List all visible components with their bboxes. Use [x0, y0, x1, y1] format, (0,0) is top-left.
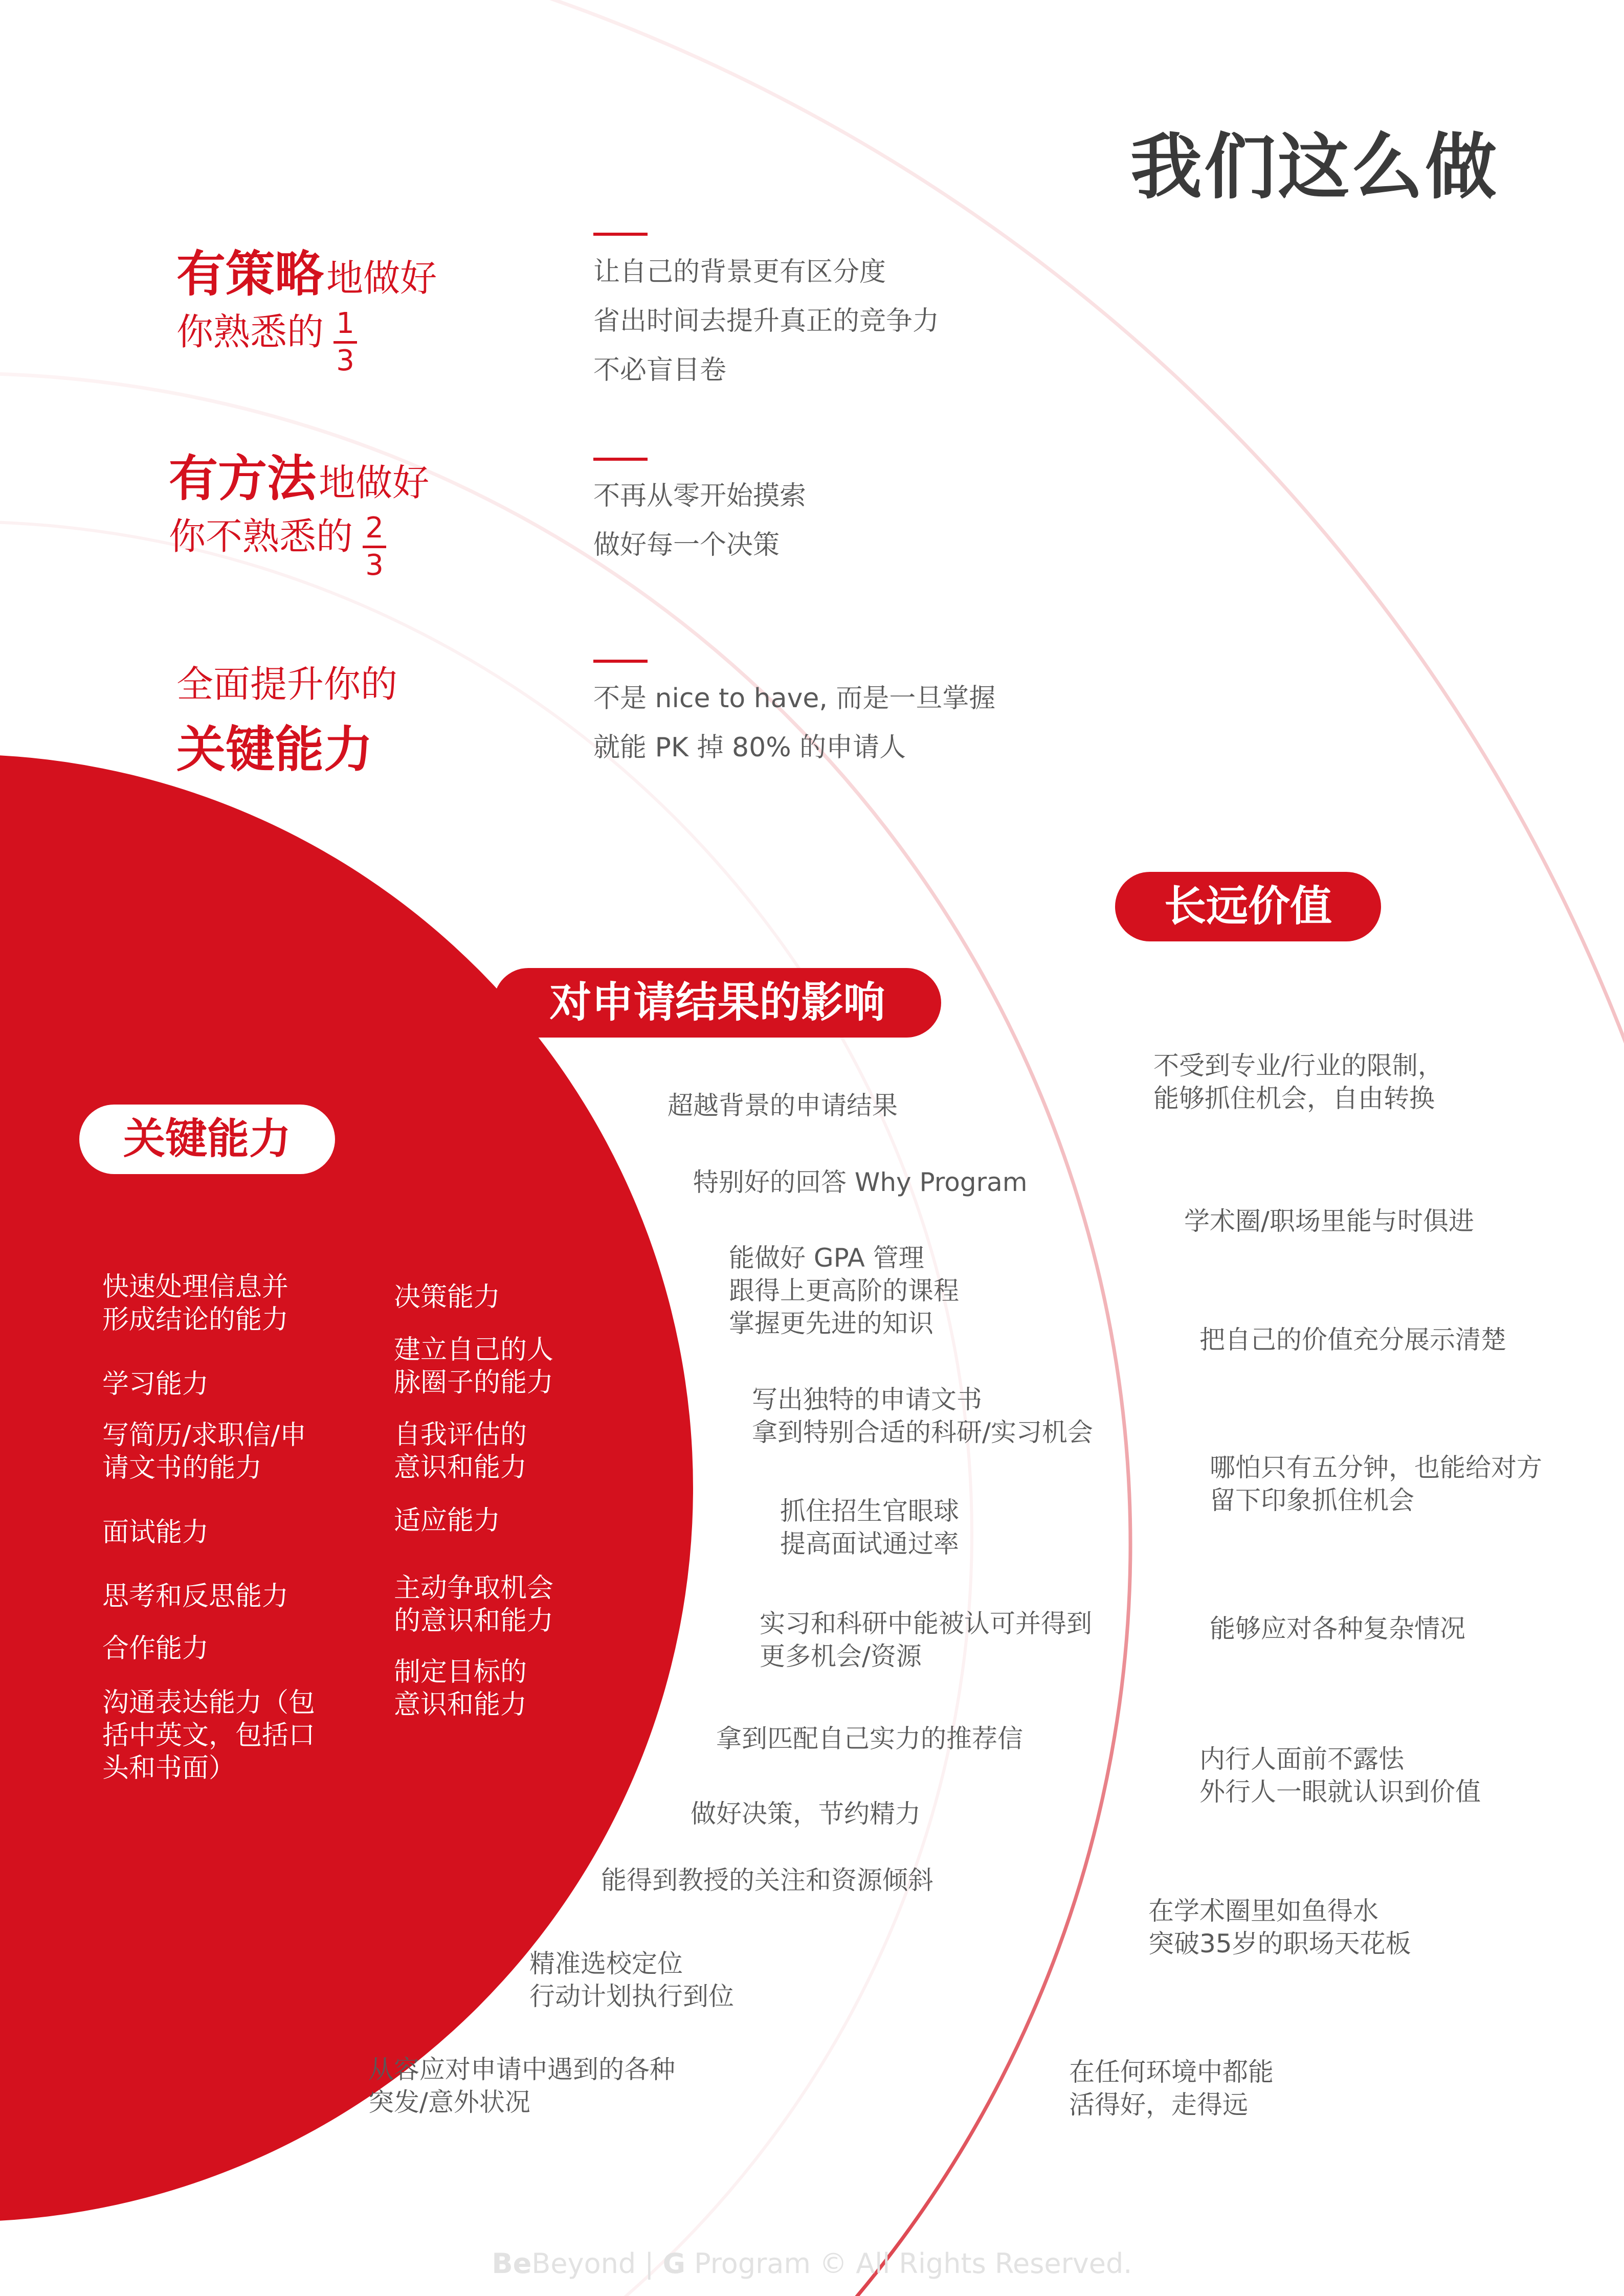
strategy-1-heading	[176, 235, 535, 375]
strategy-2-bold: 有方法	[169, 450, 316, 507]
impact-item-10: 从容应对申请中遇到的各种 突发/意外状况	[368, 2055, 675, 2117]
impact-item-8: 能得到教授的关注和资源倾斜	[601, 1865, 933, 1895]
footer-copyright: BeBeyond | G Program © All Rights Reserved.	[492, 2247, 1132, 2280]
impact-pill: 对申请结果的影响	[494, 968, 941, 1038]
strategy-3-desc: 不是 nice to have, 而是一旦掌握 就能 PK 掉 80% 的申请人	[593, 683, 996, 763]
long-term-value-pill: 长远价值	[1115, 872, 1381, 941]
impact-item-7: 做好决策，节约精力	[691, 1799, 921, 1829]
strategy-2-line2: 你不熟悉的	[169, 515, 353, 558]
strategy-2-desc: 不再从零开始摸索 做好每一个决策	[593, 481, 807, 560]
key-ability-right-2: 自我评估的 意识和能力	[394, 1420, 527, 1483]
key-ability-right-0: 决策能力	[394, 1282, 501, 1313]
strategy-1-dash	[593, 233, 648, 236]
long-term-item-5: 内行人面前不露怯 外行人一眼就认识到价值	[1199, 1744, 1481, 1807]
impact-item-1: 特别好的回答 Why Program	[693, 1167, 1028, 1197]
key-ability-left-1: 学习能力	[102, 1369, 209, 1400]
long-term-item-0: 不受到专业/行业的限制， 能够抓住机会，自由转换	[1153, 1051, 1443, 1113]
strategy-2-dash	[593, 458, 648, 461]
impact-item-0: 超越背景的申请结果	[668, 1091, 898, 1120]
long-term-item-4: 能够应对各种复杂情况	[1210, 1614, 1465, 1644]
strategy-3-dash	[593, 660, 648, 663]
impact-item-4: 抓住招生官眼球 提高面试通过率	[780, 1496, 959, 1559]
long-term-item-1: 学术圈/职场里能与时俱进	[1184, 1206, 1474, 1236]
key-ability-right-3: 适应能力	[394, 1505, 501, 1536]
strategy-3-heading	[176, 655, 535, 781]
strategy-3-line1: 全面提升你的	[176, 663, 398, 706]
long-term-item-2: 把自己的价值充分展示清楚	[1199, 1325, 1506, 1355]
impact-item-3: 写出独特的申请文书 拿到特别合适的科研/实习机会	[752, 1385, 1093, 1447]
long-term-item-6: 在学术圈里如鱼得水 突破35岁的职场天花板	[1148, 1896, 1411, 1959]
strategy-2-heading	[169, 440, 527, 580]
strategy-3-bold: 关键能力	[176, 721, 373, 778]
key-ability-left-5: 合作能力	[102, 1633, 209, 1664]
key-ability-left-2: 写简历/求职信/申 请文书的能力	[102, 1420, 307, 1483]
impact-item-5: 实习和科研中能被认可并得到 更多机会/资源	[760, 1609, 1092, 1671]
key-ability-pill: 关键能力	[79, 1105, 335, 1174]
key-ability-left-4: 思考和反思能力	[102, 1581, 289, 1612]
long-term-item-7: 在任何环境中都能 活得好，走得远	[1069, 2057, 1274, 2120]
impact-item-2: 能做好 GPA 管理 跟得上更高阶的课程 掌握更先进的知识	[729, 1243, 959, 1338]
fraction-one-third: 1 3	[333, 309, 357, 375]
strategy-1-line2: 你熟悉的	[176, 310, 324, 353]
key-ability-left-0: 快速处理信息并 形成结论的能力	[102, 1272, 289, 1335]
key-ability-right-4: 主动争取机会 的意识和能力	[394, 1573, 554, 1636]
key-ability-right-5: 制定目标的 意识和能力	[394, 1657, 527, 1720]
impact-item-6: 拿到匹配自己实力的推荐信	[716, 1724, 1023, 1753]
strategy-1-rest: 地做好	[326, 257, 437, 300]
key-ability-left-6: 沟通表达能力（包 括中英文，包括口 头和书面）	[102, 1687, 316, 1784]
key-ability-left-3: 面试能力	[102, 1517, 209, 1548]
impact-item-9: 精准选校定位 行动计划执行到位	[529, 1949, 734, 2011]
key-ability-right-1: 建立自己的人 脉圈子的能力	[394, 1335, 554, 1398]
fraction-two-thirds: 2 3	[363, 514, 386, 580]
strategy-1-desc: 让自己的背景更有区分度 省出时间去提升真正的竞争力 不必盲目卷	[593, 257, 940, 386]
page-title: 我们这么做	[1130, 126, 1499, 209]
strategy-1-bold: 有策略	[176, 245, 324, 303]
strategy-2-rest: 地做好	[319, 461, 430, 504]
long-term-item-3: 哪怕只有五分钟，也能给对方 留下印象抓住机会	[1210, 1453, 1542, 1515]
